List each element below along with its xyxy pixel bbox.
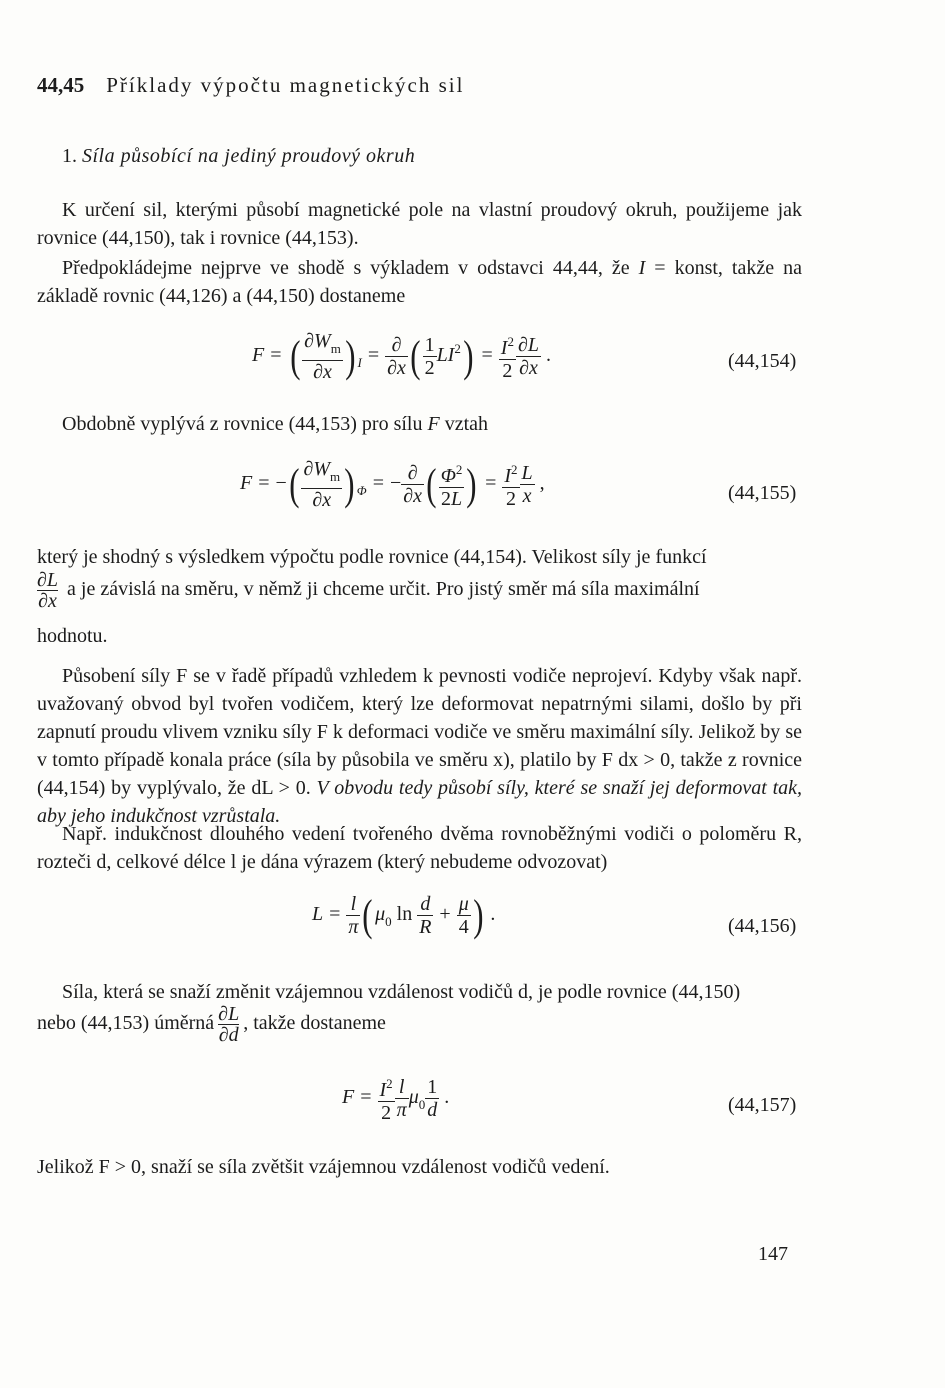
equation-number-156: (44,156) [728, 915, 797, 937]
equation-44-154: F = ( $\frac{\partial W_m}{\partial x}$ ) $_I$ = $\frac{\partial}{\partial x}$ ( $\frac{1}{2}$ $LI^2$) = $\frac{I^2}{2}$ $\frac{\partial L}{\partial x}$ . [252, 330, 551, 383]
paragraph-4-line-2: $\frac{\partial L}{\partial x}$ a je závislá na směru, v němž ji chceme určit. Pro jistý směr má síla maximální [37, 569, 700, 612]
paragraph-3: Obdobně vyplývá z rovnice (44,153) pro sílu F vztah [62, 413, 489, 435]
paragraph-7-line-2: nebo (44,153) úměrná $\frac{\partial L}{\partial d}$ , takže dostaneme [37, 1003, 386, 1046]
header-section-number: 44,45 [37, 73, 85, 97]
equation-number-157: (44,157) [728, 1094, 797, 1116]
subsection-number: 1. [62, 145, 77, 167]
equation-44-156: L = $\frac{l}{\pi}$ ( $\mu_0$ ln $\frac{d}{R}$ + $\frac{\mu}{4}$ ) . [312, 890, 496, 940]
paragraph-2: Předpokládejme nejprve ve shodě s výkladem v odstavci 44,44, že I = konst, takže na základě rovnic (44,126) a (44,150) dostaneme [37, 257, 802, 307]
subsection-title: Síla působící na jediný proudový okruh [82, 145, 416, 167]
equation-44-155: F = −( $\frac{\partial W_m}{\partial x}$ ) $_\Phi$ = − $\frac{\partial}{\partial x}$ ( $\frac{\Phi^2}{2L}$ ) = $\frac{I^2}{2}$ $\frac{L}{x}$ , [240, 458, 545, 511]
equation-44-157: F = $\frac{I^2}{2}$ $\frac{l}{\pi}$ $\mu_0$ $\frac{1}{d}$ . [342, 1073, 449, 1124]
paragraph-1: K určení sil, kterými působí magnetické pole na vlastní proudový okruh, použijeme jak rovnice (44,150), tak i rovnice (44,153). [37, 199, 802, 249]
equation-number-155: (44,155) [728, 482, 797, 504]
paragraph-6: Např. indukčnost dlouhého vedení tvořeného dvěma rovnoběžnými vodiči o poloměru R, rozteči d, celkové délce l je dána výrazem (který nebudeme odvozovat) [37, 823, 802, 873]
paragraph-7-line-1: Síla, která se snaží změnit vzájemnou vzdálenost vodičů d, je podle rovnice (44,150) [62, 981, 741, 1003]
paragraph-4-line-3: hodnotu. [37, 625, 108, 647]
header-title: Příklady výpočtu magnetických sil [106, 73, 465, 97]
paragraph-4-line-1: který je shodný s výsledkem výpočtu podle rovnice (44,154). Velikost síly je funkcí [37, 546, 707, 568]
page-header [37, 73, 464, 98]
equation-number-154: (44,154) [728, 350, 797, 372]
paragraph-5: Působení síly F se v řadě případů vzhledem k pevnosti vodiče neprojeví. Kdyby však např. uvažovaný obvod byl tvořen vodičem, který lze deformovat nepatrnými silami, došlo by při zapnutí proudu vlivem vzniku síly F k deformaci vodiče ve směru maximální síly. Jelikož by se v tomto případě konala práce (síla by působila ve směru x), platilo by F dx > 0, takže z rovnice (44,154) by vyplývalo, že dL > 0. V obvodu tedy působí síly, které se snaží jej deformovat tak, aby jeho indukčnost vzrůstala. [37, 665, 803, 827]
paragraph-8: Jelikož F > 0, snaží se síla zvětšit vzájemnou vzdálenost vodičů vedení. [37, 1156, 610, 1178]
page-number: 147 [758, 1243, 788, 1265]
subsection-heading [62, 145, 415, 168]
